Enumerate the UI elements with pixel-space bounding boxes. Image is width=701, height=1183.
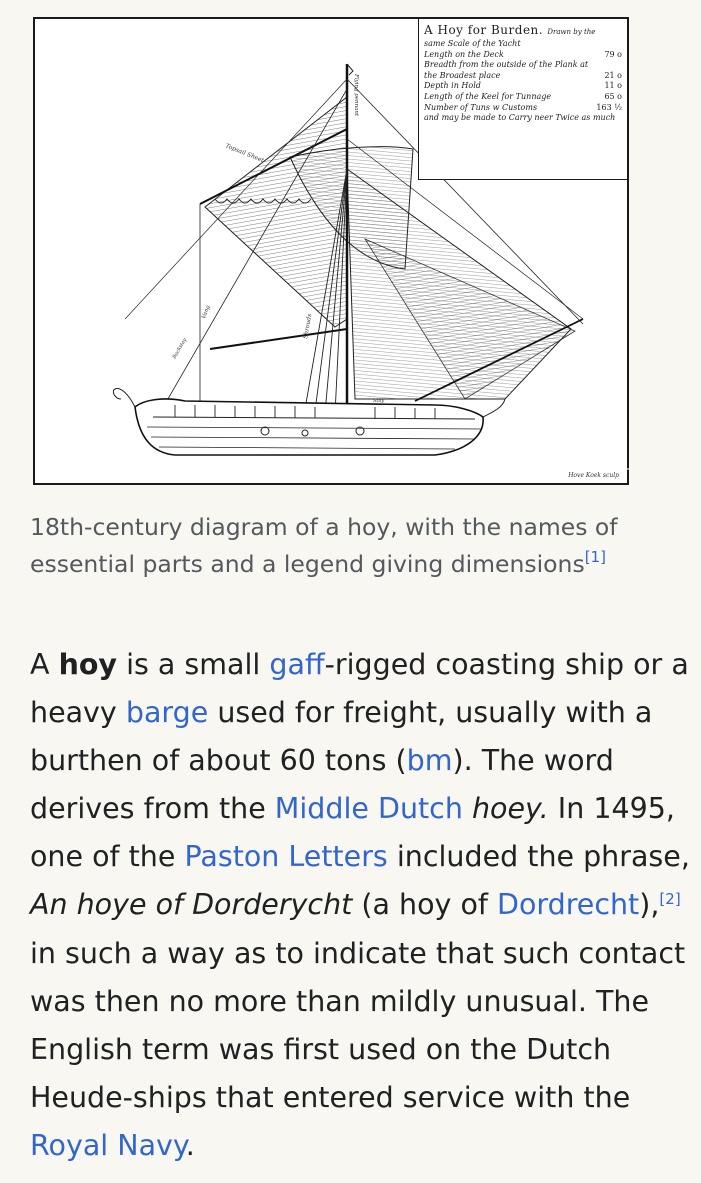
legend-row: same Scale of the Yacht [424,39,521,48]
article-paragraph: A hoy is a small gaff-rigged coasting ship or a heavy barge used for freight, usually with a burthen of about 60 tons (bm). The word derives from the Middle Dutch hoey. In 1495, one of the Paston Letters included the phrase, An hoye of Dorderycht (a hoy of Dordrecht),[2] in such a way as to indicate that such contact was then no more than mildly unusual. The English term was first used on the Dutch Heude-ships that entered service with the Royal Navy. [30,648,690,1162]
link-gaff[interactable]: gaff [269,648,325,681]
hoy-diagram-image[interactable] [33,17,629,485]
label-vang: Vang [201,304,212,320]
legend-row: Length of the Keel for Tunnage 65 o [424,91,622,101]
legend-title: A Hoy for Burden. Drawn by the [424,23,596,37]
link-dordrecht[interactable]: Dordrecht [497,888,640,922]
link-paston-letters[interactable]: Paston Letters [184,840,388,874]
label-topsail-sheet: Topsail Sheet [224,142,265,165]
term-hoey: hoey. [471,792,549,826]
figure[interactable] [0,0,701,497]
engraver-signature: Hove Koek sculp [568,472,619,479]
dimensions-legend [418,19,627,180]
legend-row: Breadth from the outside of the Plank at [424,60,589,70]
legend-row: and may be made to Carry neer Twice as much [424,113,616,123]
legend-row: Depth in Hold 11 o [424,81,622,91]
legend-row: Number of Tuns w Customs 163 ½ [424,102,622,112]
link-bm[interactable]: bm [406,744,453,778]
term-hoy: hoy [58,648,118,681]
figure-caption: 18th-century diagram of a hoy, with the names of essential parts and a legend giving dimensions[1] [30,513,618,578]
link-barge[interactable]: barge [125,696,209,730]
caption-reference-link[interactable]: [1] [584,548,606,566]
label-shrouds: Shrouds [302,313,314,340]
quoted-phrase: An hoye of Dorderycht [30,888,353,922]
legend-row: Length on the Deck 79 o [424,49,622,59]
reference-link-2[interactable]: [2] [659,890,681,909]
label-pennant: Flying pennant [353,74,359,117]
label-stay: Stay [373,398,385,404]
link-middle-dutch[interactable]: Middle Dutch [274,792,463,826]
label-backstay: Backstay [171,337,189,360]
legend-row: the Broadest place 21 o [424,70,622,80]
link-royal-navy[interactable]: Royal Navy [30,1128,186,1162]
